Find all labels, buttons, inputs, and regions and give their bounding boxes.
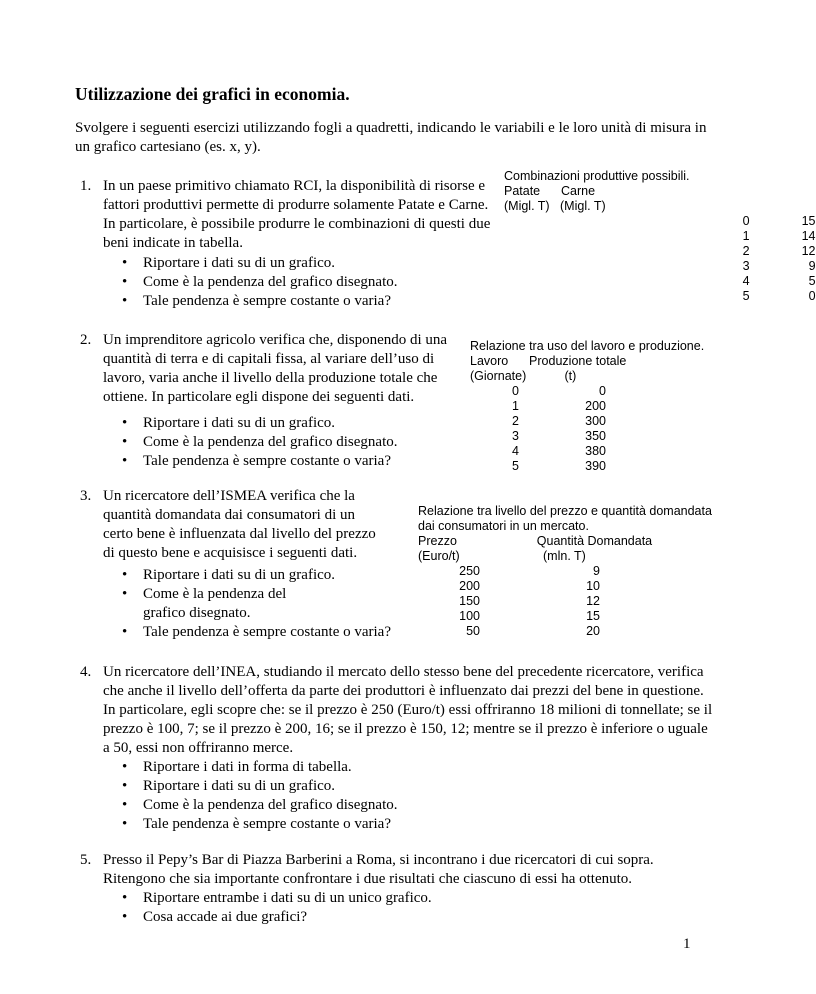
list-item: • Tale pendenza è sempre costante o varia? (122, 624, 391, 640)
table-row: 4 380 (512, 444, 606, 458)
intro-paragraph: Svolgere i seguenti esercizi utilizzando fogli a quadretti, indicando le variabili e le loro unità di misura in un grafico cartesiano (es. x, y). (75, 120, 707, 155)
table-row: 1 14 (742, 229, 816, 243)
exercise-4-text: Un ricercatore dell’INEA, studiando il mercato dello stesso bene del precedente ricercatore, verifica che anche il livello dell’offerta da parte dei produttori è influenzato dai prezzi del bene in questione. In particolare, egli scopre che: se il prezzo è 250 (Euro/t) essi offriranno 18 milioni di tonnellate; se il prezzo è 100, 7; se il prezzo è 200, 16; se il prezzo è 150, 12; mentre se il prezzo è inferiore o uguale a 50, essi non offriranno merce. (103, 664, 713, 756)
list-item: • Riportare i dati su di un grafico. (122, 567, 336, 583)
table-row: 3 350 (512, 429, 606, 443)
exercise-1-number: 1. (80, 178, 92, 194)
exercise-3-bullets (118, 566, 408, 642)
exercise-2-number: 2. (80, 332, 92, 348)
table-units: (Giornate) (t) (470, 369, 577, 383)
exercise-1-bullets (118, 254, 397, 311)
table-header: Patate Carne (504, 184, 596, 198)
bullet-text: Riportare i dati in forma di tabella. (143, 759, 352, 775)
bullet-text: Come è la pendenza del grafico disegnato. (143, 434, 398, 450)
bullet-text: Riportare entrambe i dati su di un unico grafico. (143, 890, 432, 906)
table-row: 100 15 (459, 609, 600, 623)
table-row: 2 300 (512, 414, 606, 428)
table-row: 0 15 (742, 214, 816, 228)
list-item: • Come è la pendenza del grafico disegnato. (122, 586, 287, 621)
document-title: Utilizzazione dei grafici in economia. (75, 84, 350, 104)
exercise-2-table (470, 339, 704, 474)
bullet-text: Riportare i dati su di un grafico. (143, 415, 336, 431)
list-item: • Riportare i dati in forma di tabella. (122, 759, 352, 775)
exercise-5-bullets (118, 889, 432, 927)
list-item: • Come è la pendenza del grafico disegnato. (122, 274, 398, 290)
exercise-2-bullets (118, 414, 397, 471)
exercise-5-text: Presso il Pepy’s Bar di Piazza Barberini a Roma, si incontrano i due ricercatori di cui sopra. Ritengono che sia importante confrontare i due risultati che ciascuno di essi ha ottenuto. (103, 852, 654, 887)
bullet-text: Riportare i dati su di un grafico. (143, 567, 336, 583)
list-item: • Tale pendenza è sempre costante o varia? (122, 293, 391, 309)
exercise-4-number: 4. (80, 664, 92, 680)
table-units: (Migl. T) (Migl. T) (504, 199, 606, 213)
list-item: • Riportare i dati su di un grafico. (122, 255, 336, 271)
exercise-3-text: Un ricercatore dell’ISMEA verifica che la quantità domandata dai consumatori di un certo bene è influenzata dal livello del prezzo di questo bene e acquisisce i seguenti dati. (103, 488, 376, 561)
bullet-text: Riportare i dati su di un grafico. (143, 255, 336, 271)
list-item: • Come è la pendenza del grafico disegnato. (122, 434, 398, 450)
table-row: 250 9 (459, 564, 600, 578)
bullet-text: Tale pendenza è sempre costante o varia? (143, 453, 391, 469)
bullet-text: Come è la pendenza del grafico disegnato. (143, 274, 398, 290)
bullet-text: Tale pendenza è sempre costante o varia? (143, 293, 391, 309)
exercise-5-number: 5. (80, 852, 92, 868)
table-row: 5 390 (512, 459, 606, 473)
list-item: • Riportare entrambe i dati su di un unico grafico. (122, 890, 432, 906)
table-header: Prezzo Quantità Domandata (418, 534, 653, 548)
list-item: • Cosa accade ai due grafici? (122, 909, 308, 925)
table-caption: Combinazioni produttive possibili. (504, 169, 690, 183)
list-item: • Come è la pendenza del grafico disegnato. (122, 797, 398, 813)
bullet-text: Come è la pendenza del grafico disegnato. (143, 586, 287, 621)
exercise-3-table (418, 504, 712, 639)
exercise-1-table (504, 169, 816, 304)
table-row: 150 12 (459, 594, 600, 608)
table-caption-line2: dai consumatori in un mercato. (418, 519, 589, 533)
list-item: • Riportare i dati su di un grafico. (122, 415, 336, 431)
table-units: (Euro/t) (mln. T) (418, 549, 586, 563)
bullet-text: Cosa accade ai due grafici? (143, 909, 308, 925)
exercise-1-text: In un paese primitivo chiamato RCI, la disponibilità di risorse e fattori produttivi permette di produrre solamente Patate e Carne. In particolare, è possibile produrre le combinazioni di questi due beni indicate in tabella. (103, 178, 491, 251)
exercise-3-number: 3. (80, 488, 92, 504)
table-row: 200 10 (459, 579, 600, 593)
table-row: 0 0 (512, 384, 606, 398)
exercise-2-text: Un imprenditore agricolo verifica che, disponendo di una quantità di terra e di capitali fissa, al variare dell’uso di lavoro, varia anche il livello della produzione totale che ottiene. In particolare egli dispone dei seguenti dati. (103, 332, 448, 405)
table-row: 4 5 (742, 274, 816, 288)
bullet-text: Tale pendenza è sempre costante o varia? (143, 816, 391, 832)
table-row: 50 20 (466, 624, 600, 638)
table-row: 2 12 (742, 244, 816, 258)
page-number: 1 (683, 936, 691, 952)
table-row: 3 9 (742, 259, 816, 273)
bullet-text: Tale pendenza è sempre costante o varia? (143, 624, 391, 640)
exercise-4-bullets (118, 758, 397, 834)
bullet-text: Riportare i dati su di un grafico. (143, 778, 336, 794)
table-caption: Relazione tra livello del prezzo e quantità domandata (418, 504, 712, 518)
list-item: • Tale pendenza è sempre costante o varia? (122, 816, 391, 832)
table-row: 5 0 (742, 289, 816, 303)
table-row: 1 200 (512, 399, 606, 413)
list-item: • Tale pendenza è sempre costante o varia? (122, 453, 391, 469)
list-item: • Riportare i dati su di un grafico. (122, 778, 336, 794)
bullet-text: Come è la pendenza del grafico disegnato. (143, 797, 398, 813)
table-header: Lavoro Produzione totale (470, 354, 627, 368)
table-caption: Relazione tra uso del lavoro e produzione. (470, 339, 705, 353)
